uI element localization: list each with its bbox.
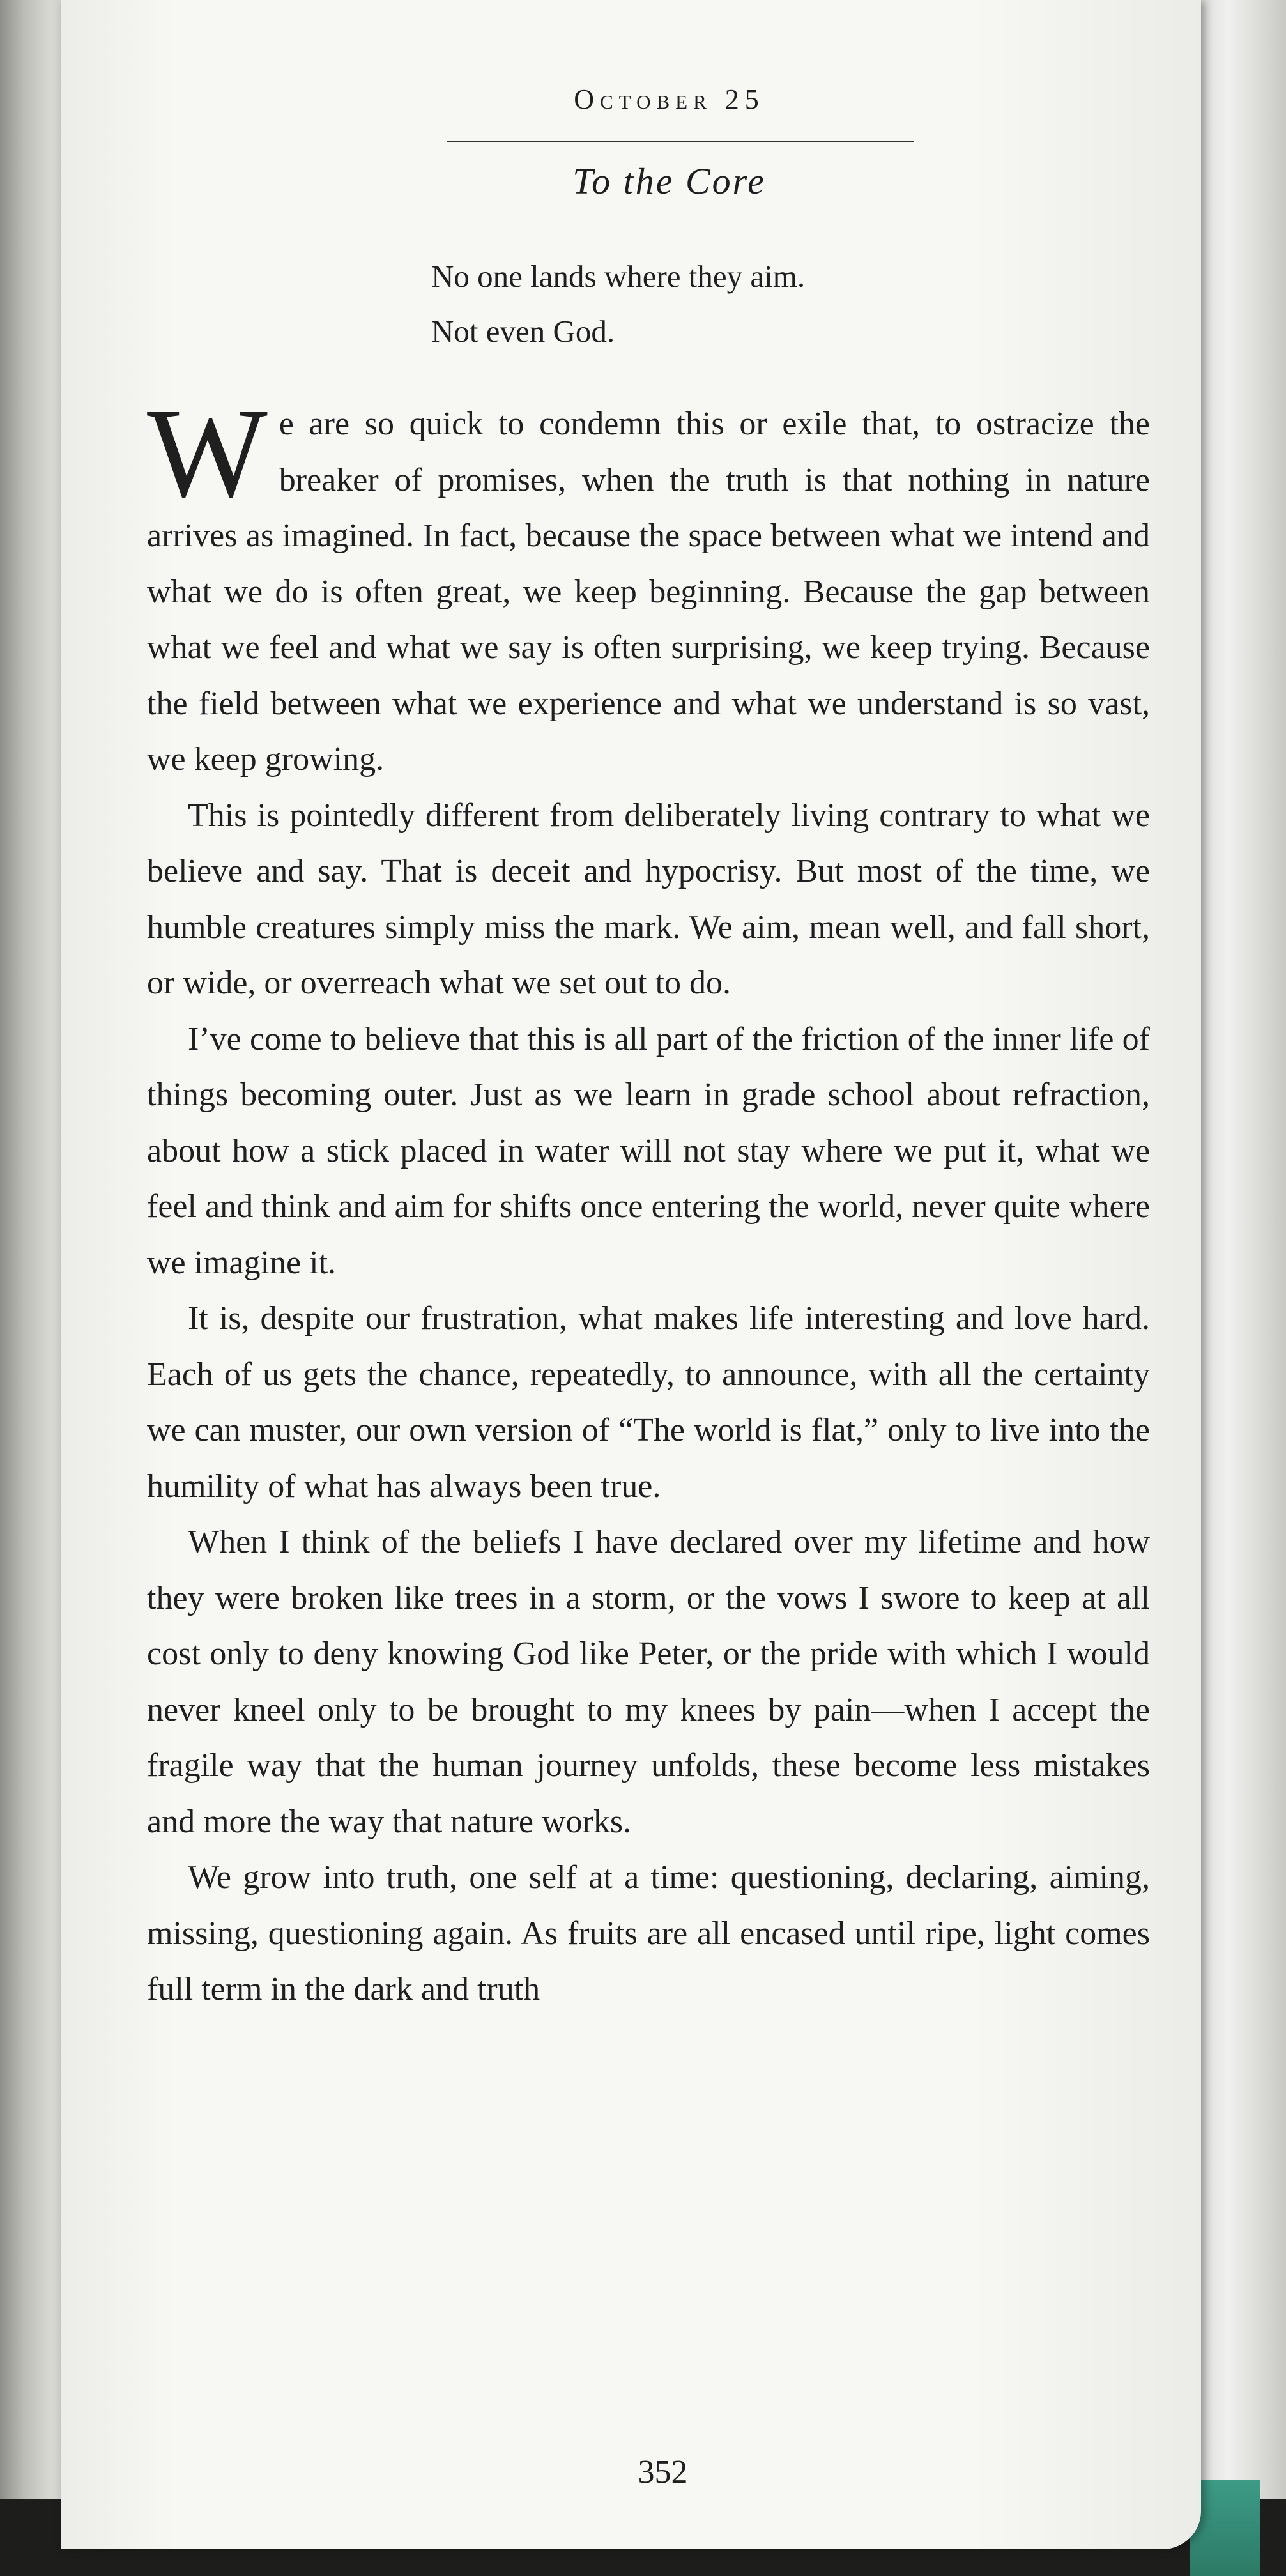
paragraph-3: I’ve come to believe that this is all part of the friction of the inner life of things becoming outer. Just as we learn in grade school about refraction, about how a stick placed in water will not stay where we put it, what we feel and think and aim for shifts once entering the world, never quite where we imagine it.: [147, 1020, 1150, 1281]
entry-title: To the Core: [572, 160, 766, 202]
page-number: 352: [638, 2454, 688, 2490]
paragraph-4: It is, despite our frustration, what makes life interesting and love hard. Each of us gets the chance, repeatedly, to announce, with all the certainty we can muster, our own version of “The world is flat,” only to live into the humility of what has always been true.: [147, 1300, 1150, 1505]
book-page: [61, 0, 1201, 2549]
right-page-edge: [1190, 0, 1286, 2576]
paragraph-2: This is pointedly different from deliberately living contrary to what we believe and say. That is deceit and hypocrisy. But most of the time, we humble creatures simply miss the mark. We aim, mean well, and fall short, or wide, or overreach what we set out to do.: [147, 797, 1150, 1001]
epigraph-line-1: No one lands where they aim.: [431, 259, 806, 294]
header-rule: [447, 141, 914, 142]
paragraph-6: We grow into truth, one self at a time: questioning, declaring, aiming, missing, questioning again. As fruits are all encased until ripe, light comes full term in the dark and truth: [147, 1859, 1150, 2007]
left-page-edge: [0, 0, 70, 2576]
paragraph-5: When I think of the beliefs I have declared over my lifetime and how they were broken like trees in a storm, or the vows I swore to keep at all cost only to deny knowing God like Peter, or the pride with which I would never kneel only to be brought to my knees by pain—when I accept the fragile way that the human journey unfolds, these become less mistakes and more the way that nature works.: [147, 1524, 1150, 1840]
epigraph-line-2: Not even God.: [431, 314, 615, 349]
epigraph: [431, 249, 805, 359]
page-header: [61, 83, 1201, 116]
body-text: [147, 383, 1150, 2018]
entry-date: October 25: [574, 84, 765, 115]
drop-cap: W: [147, 383, 268, 524]
paragraph-1: [147, 383, 1150, 788]
paragraph-1-text: e are so quick to condemn this or exile that, to ostracize the breaker of promises, when the truth is that nothing in nature arrives as imagined. In fact, because the space between what we intend and what we do is often great, we keep beginning. Because the gap between what we feel and what we say is often surprising, we keep trying. Because the field between what we experience and what we understand is so vast, we keep growing.: [147, 406, 1150, 778]
